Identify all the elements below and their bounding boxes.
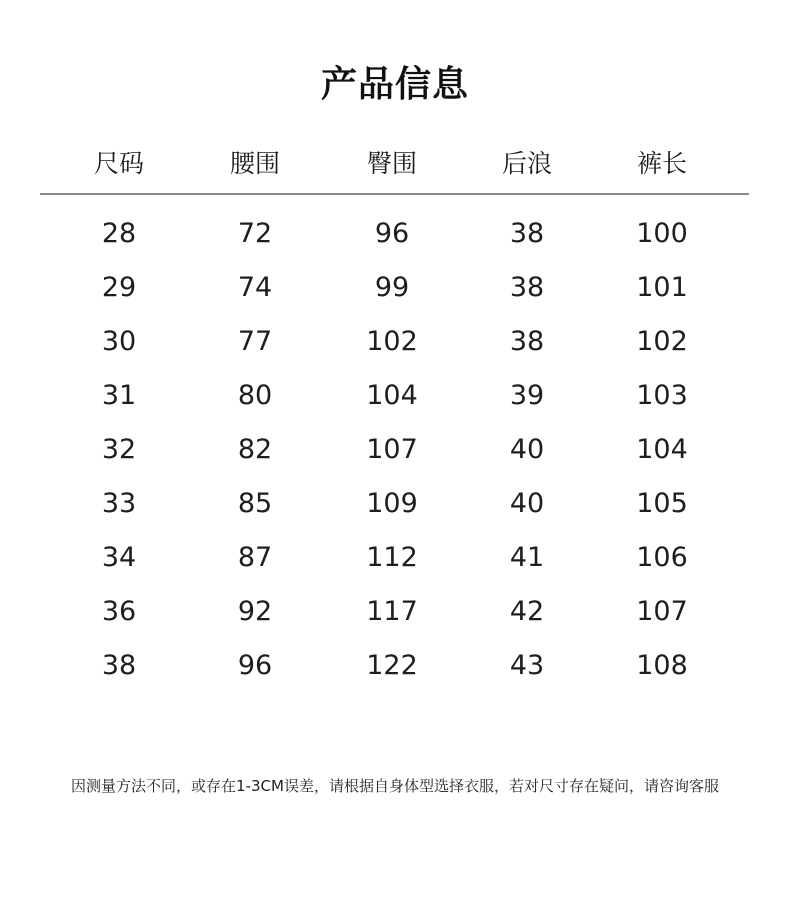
header-back-rise: 后浪 (501, 149, 552, 178)
cell-length: 101 (636, 272, 688, 303)
cell-size: 38 (101, 650, 137, 681)
cell-size: 32 (101, 434, 137, 465)
cell-back-rise: 39 (509, 380, 545, 411)
header-length: 裤长 (636, 149, 687, 178)
cell-length: 104 (636, 434, 688, 465)
page-title: 产品信息 (320, 64, 469, 105)
table-header (0, 138, 790, 184)
table-row (0, 262, 790, 316)
cell-waist: 85 (237, 488, 273, 519)
table-row (0, 208, 790, 262)
cell-size: 30 (101, 326, 137, 357)
cell-back-rise: 40 (509, 434, 545, 465)
table-row (0, 478, 790, 532)
cell-length: 103 (636, 380, 688, 411)
cell-hip: 107 (366, 434, 418, 465)
cell-hip: 117 (366, 596, 418, 627)
cell-hip: 99 (374, 272, 410, 303)
cell-waist: 74 (237, 272, 273, 303)
cell-back-rise: 38 (509, 272, 545, 303)
table-row (0, 532, 790, 586)
cell-size: 33 (101, 488, 137, 519)
cell-waist: 96 (237, 650, 273, 681)
cell-length: 106 (636, 542, 688, 573)
cell-hip: 96 (374, 218, 410, 249)
header-divider (40, 193, 749, 195)
cell-back-rise: 42 (509, 596, 545, 627)
header-waist: 腰围 (229, 149, 280, 178)
table-row (0, 640, 790, 694)
table-row (0, 586, 790, 640)
cell-hip: 102 (366, 326, 418, 357)
table-row (0, 424, 790, 478)
cell-size: 28 (101, 218, 137, 249)
table-row (0, 316, 790, 370)
cell-length: 105 (636, 488, 688, 519)
cell-size: 31 (101, 380, 137, 411)
table-body (0, 208, 790, 694)
cell-hip: 109 (366, 488, 418, 519)
cell-back-rise: 41 (509, 542, 545, 573)
cell-hip: 122 (366, 650, 418, 681)
cell-back-rise: 38 (509, 218, 545, 249)
header-hip: 臀围 (366, 149, 417, 178)
cell-waist: 82 (237, 434, 273, 465)
cell-length: 100 (636, 218, 688, 249)
cell-waist: 77 (237, 326, 273, 357)
cell-back-rise: 38 (509, 326, 545, 357)
cell-hip: 104 (366, 380, 418, 411)
cell-back-rise: 40 (509, 488, 545, 519)
cell-size: 29 (101, 272, 137, 303)
header-size: 尺码 (93, 149, 144, 178)
cell-back-rise: 43 (509, 650, 545, 681)
cell-waist: 87 (237, 542, 273, 573)
cell-waist: 80 (237, 380, 273, 411)
cell-size: 36 (101, 596, 137, 627)
cell-length: 102 (636, 326, 688, 357)
cell-hip: 112 (366, 542, 418, 573)
cell-length: 108 (636, 650, 688, 681)
cell-length: 107 (636, 596, 688, 627)
cell-waist: 92 (237, 596, 273, 627)
measurement-note: 因测量方法不同，或存在1-3CM误差，请根据自身体型选择衣服，若对尺寸存在疑问，请咨询客服 (71, 777, 719, 795)
cell-waist: 72 (237, 218, 273, 249)
table-row (0, 370, 790, 424)
cell-size: 34 (101, 542, 137, 573)
